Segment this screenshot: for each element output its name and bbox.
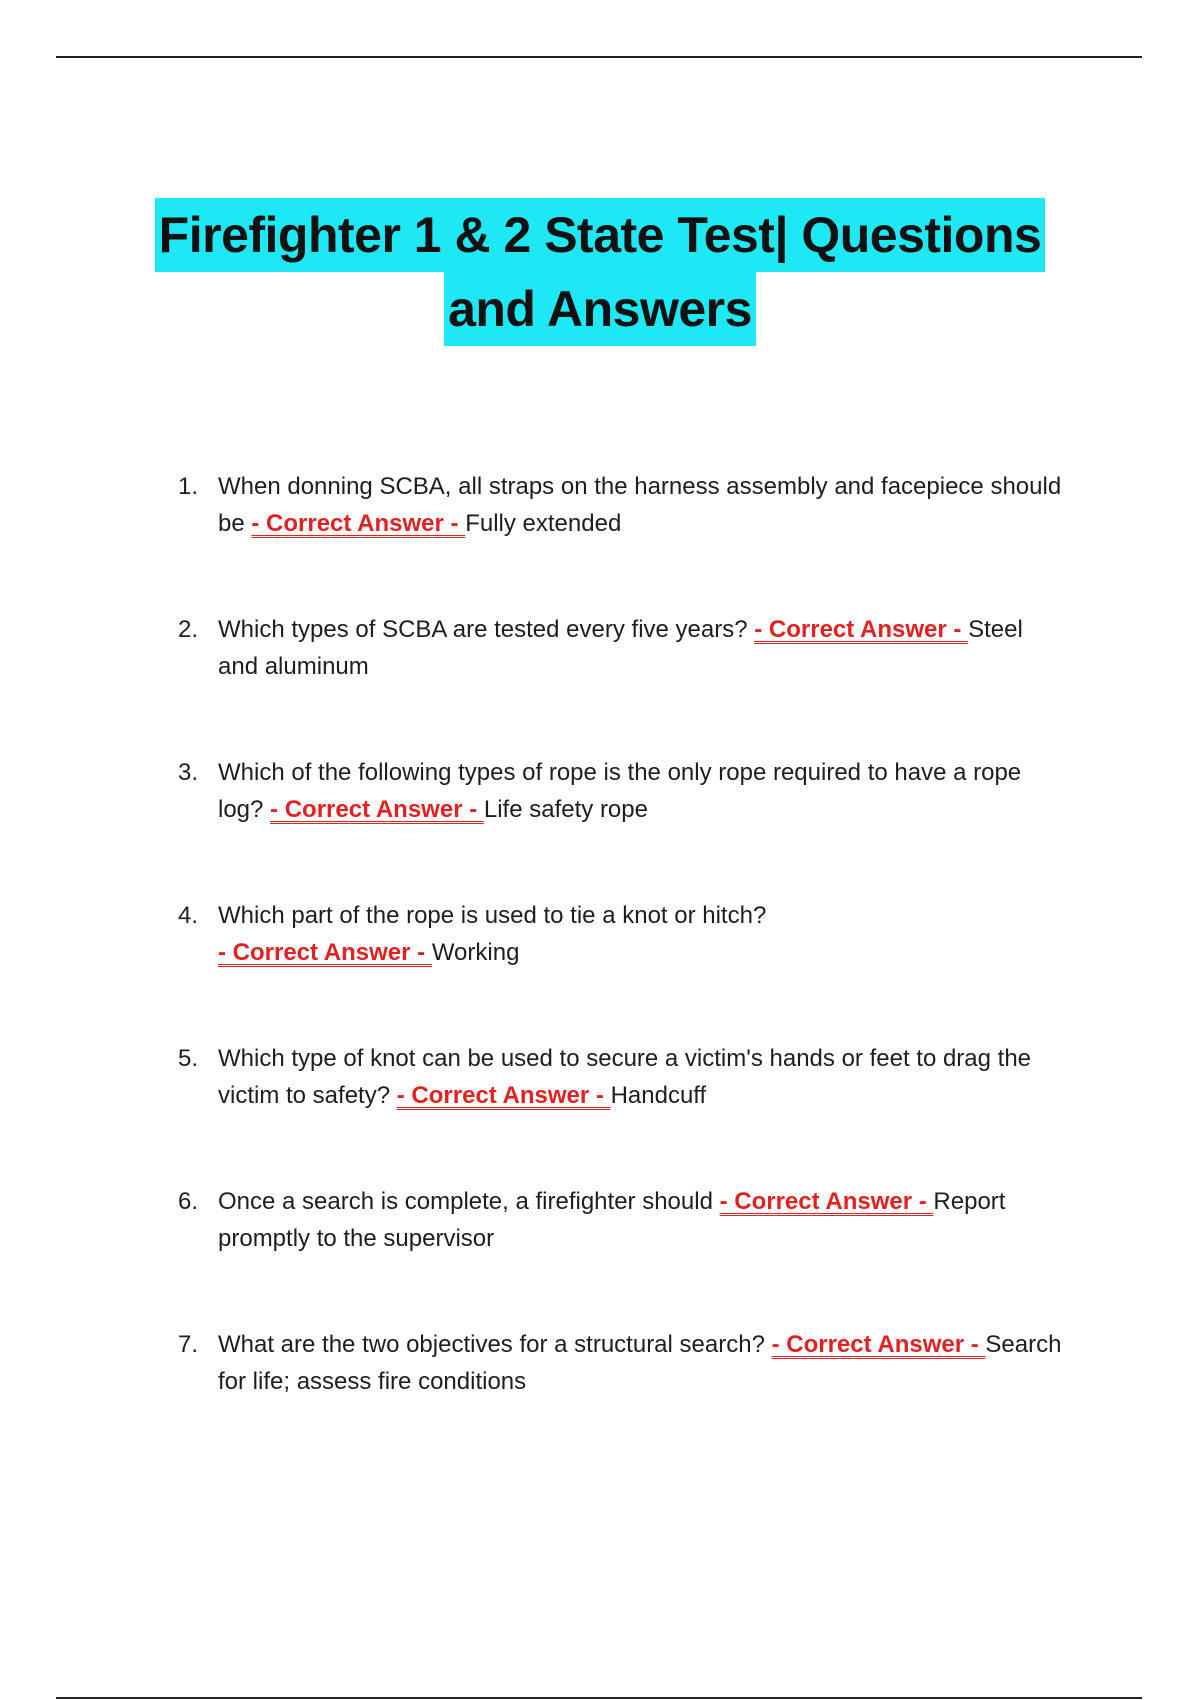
answer-text: Fully extended — [465, 510, 622, 537]
question-number: 5. — [178, 1045, 199, 1072]
title-line-1: Firefighter 1 & 2 State Test| Questions — [155, 198, 1046, 272]
answer-text: Life safety rope — [483, 796, 648, 823]
question-item — [178, 897, 1068, 971]
question-item — [178, 1040, 1068, 1114]
question-item — [178, 1183, 1068, 1257]
answer-text: Handcuff — [610, 1082, 707, 1109]
answer-text: Working — [431, 939, 520, 966]
question-list — [178, 468, 1068, 1400]
question-text: Once a search is complete, a firefighter should — [218, 1188, 720, 1215]
correct-answer-label: - Correct Answer - — [270, 796, 484, 823]
question-text: Which of the following types of rope is the only rope required to have a rope log? — [218, 759, 1022, 823]
correct-answer-label: - Correct Answer - — [754, 616, 969, 643]
question-number: 6. — [178, 1188, 199, 1215]
question-number: 3. — [178, 759, 199, 786]
answer-text: Report promptly to the supervisor — [218, 1188, 1006, 1252]
question-number: 2. — [178, 616, 199, 643]
correct-answer-label: - Correct Answer - — [396, 1082, 611, 1109]
footer-rule — [56, 1697, 1142, 1699]
correct-answer-label: - Correct Answer - — [251, 510, 466, 537]
correct-answer-label: - Correct Answer - — [218, 939, 432, 966]
answer-text: Search for life; assess fire conditions — [218, 1331, 1062, 1395]
correct-answer-label: - Correct Answer - — [771, 1331, 986, 1358]
document-title — [100, 198, 1100, 346]
question-item — [178, 468, 1068, 542]
question-text: When donning SCBA, all straps on the harness assembly and facepiece should be — [218, 473, 1062, 537]
question-text: Which types of SCBA are tested every five years? — [218, 616, 755, 643]
answer-text: Steel and aluminum — [218, 616, 1023, 680]
question-text: What are the two objectives for a structural search? — [218, 1331, 772, 1358]
question-item — [178, 1326, 1068, 1400]
question-number: 1. — [178, 473, 199, 500]
question-item — [178, 754, 1068, 828]
question-number: 7. — [178, 1331, 199, 1358]
question-number: 4. — [178, 902, 199, 929]
question-text: Which part of the rope is used to tie a knot or hitch? — [218, 902, 767, 929]
title-line-2: and Answers — [444, 272, 756, 346]
question-text: Which type of knot can be used to secure a victim's hands or feet to drag the victim to safety? — [218, 1045, 1032, 1109]
header-rule — [56, 56, 1142, 58]
correct-answer-label: - Correct Answer - — [719, 1188, 934, 1215]
question-item — [178, 611, 1068, 685]
